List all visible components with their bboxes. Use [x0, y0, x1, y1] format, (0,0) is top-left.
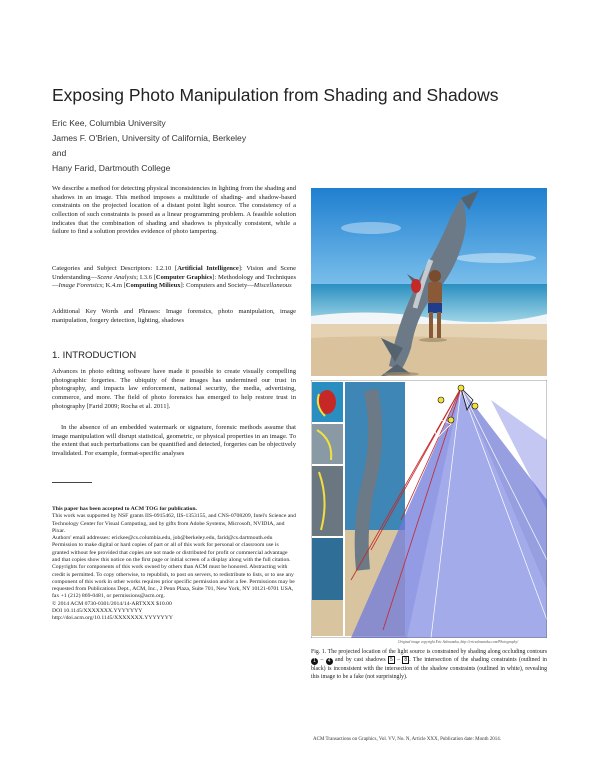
- figure-main-photo: [311, 188, 547, 376]
- man-leg: [429, 312, 433, 338]
- keywords: Additional Key Words and Phrases: Image forensics, photo manipulation, image manipulation, forgery detection, lighting, shadows: [52, 308, 296, 324]
- man-shorts: [428, 303, 442, 313]
- page-footer: ACM Transactions on Graphics, Vol. VV, No. N, Article XXX, Publication date: Month 2014.: [313, 737, 501, 742]
- marker-3: [472, 403, 478, 409]
- shark-shadow: [383, 372, 419, 376]
- author-and: and: [52, 148, 67, 158]
- inset-2: [312, 424, 343, 464]
- badge-4: 4: [326, 658, 333, 665]
- cloud: [456, 253, 536, 263]
- inset-3: [312, 466, 343, 536]
- author-kee: Eric Kee, Columbia University: [52, 118, 166, 128]
- intro-paragraph-1: Advances in photo editing software have made it possible to create visually compelling photographic forgeries. The ubiquity of these images has undermined our trust in photography, and impacts law enforcement, national security, the media, advertising, commerce, and more. The field of photo forensics has emerged to help restore trust in photography [Farid 2009; Rocha et al. 2011].: [52, 368, 296, 410]
- wet-sand: [311, 336, 547, 376]
- author-obrien: James F. O'Brien, University of California, Berkeley: [52, 133, 247, 143]
- author-farid: Hany Farid, Dartmouth College: [52, 163, 171, 173]
- inset-sand: [312, 600, 343, 636]
- marker-1: [458, 385, 464, 391]
- footnote-permission: Permission to make digital or hard copies of part or all of this work for personal or classroom use is granted without fee provided that copies are not made or distributed for profit or commercial advantage and that copies show this notice on the first page or initial screen of a display along with the full citation. Copyrights for components of this work owned by others than ACM must be honored. Abstracting with credit is permitted. To copy otherwise, to republish, to post on servers, to redistribute to lists, or to use any component of this work in other works requires prior specific permission and/or a fee. Permissions may be requested from Publications Dept., ACM, Inc., 2 Penn Plaza, Suite 701, New York, NY 10121-0701 USA, fax +1 (212) 869-0481, or permissions@acm.org.: [52, 542, 295, 600]
- paper-title: Exposing Photo Manipulation from Shading and Shadows: [52, 85, 499, 105]
- box-badge-8: 8: [404, 657, 408, 664]
- footnote-rule: [52, 482, 92, 483]
- box-badge-5: 5: [389, 657, 393, 664]
- footnote-accepted: This paper has been accepted to ACM TOG for publication.: [52, 506, 197, 512]
- image-credit: Original image copyright Eric Salmanaku, http://ericsalmanaku.com/Photography/: [398, 640, 519, 644]
- footnote-url: http://doi.acm.org/10.1145/XXXXXXX.YYYYYYY: [52, 615, 174, 622]
- intro-paragraph-2: In the absence of an embedded watermark or signature, forensic methods assume that image manipulation will disrupt statistical, geometric, or physical properties in an image. To the extent that such perturbations can be quantified and detected, forgeries can be objectively invalidated. For example, format-specific analyses: [52, 424, 296, 457]
- man-shadow: [419, 338, 447, 342]
- footnote-doi: DOI 10.1145/XXXXXXX.YYYYYYY: [52, 607, 143, 614]
- footnote-copyright: © 2014 ACM 0730-0301/2014/14-ARTXXX $10.00: [52, 600, 172, 607]
- man-leg: [437, 312, 441, 338]
- abstract: We describe a method for detecting physical inconsistencies in lighting from the shading and shadows in an image. This method imposes a multitude of shading- and shadow-based constraints on the projected location of a distant point light source. The consistency of a collection of such constraints is posed as a linear programming problem. A feasible solution indicates that the combination of shading and shadows is physically consistent, while a failure to find a solution provides evidence of photo tampering.: [52, 185, 296, 236]
- cloud: [341, 222, 401, 234]
- section-heading-introduction: 1. INTRODUCTION: [52, 350, 137, 361]
- footnote: [52, 506, 296, 623]
- badge-1: 1: [311, 658, 318, 665]
- ccs-categories: Categories and Subject Descriptors: I.2.10 [Artificial Intelligence]: Vision and Scene Understanding—Scene Analysis; I.3.6 [Computer Graphics]: Methodology and Techniques—Image Forensics; K.4.m [Computing Milieux]: Computers and Society—Miscellaneous: [52, 265, 296, 290]
- footnote-support: This work was supported by NSF grants IIS-0915462, IIS-1353155, and CNS-0708209, Intel's Science and Technology Center for Visual Computing, and by gifts from Adobe Systems, Microsoft, NVIDIA, and Pixar.: [52, 513, 296, 534]
- man-head: [429, 270, 441, 282]
- red-bag: [411, 279, 421, 293]
- footnote-emails: Authors' email addresses: erickee@cs.columbia.edu, job@berkeley.edu, farid@cs.dartmouth.edu: [52, 535, 273, 542]
- marker-2: [438, 397, 444, 403]
- figure-constraint-panel: [311, 380, 547, 638]
- marker-4: [448, 417, 454, 423]
- man-torso: [428, 282, 442, 304]
- figure-caption: Fig. 1. The projected location of the light source is constrained by shading along occluding contours 1 – 4 and by cast shadows 5 – 8 . The intersection of the shading constraints (outlined in black) is inconsistent with the intersection of the shadow constraints (outlined in white), revealing this image to be a fake (not surprisingly).: [311, 649, 547, 681]
